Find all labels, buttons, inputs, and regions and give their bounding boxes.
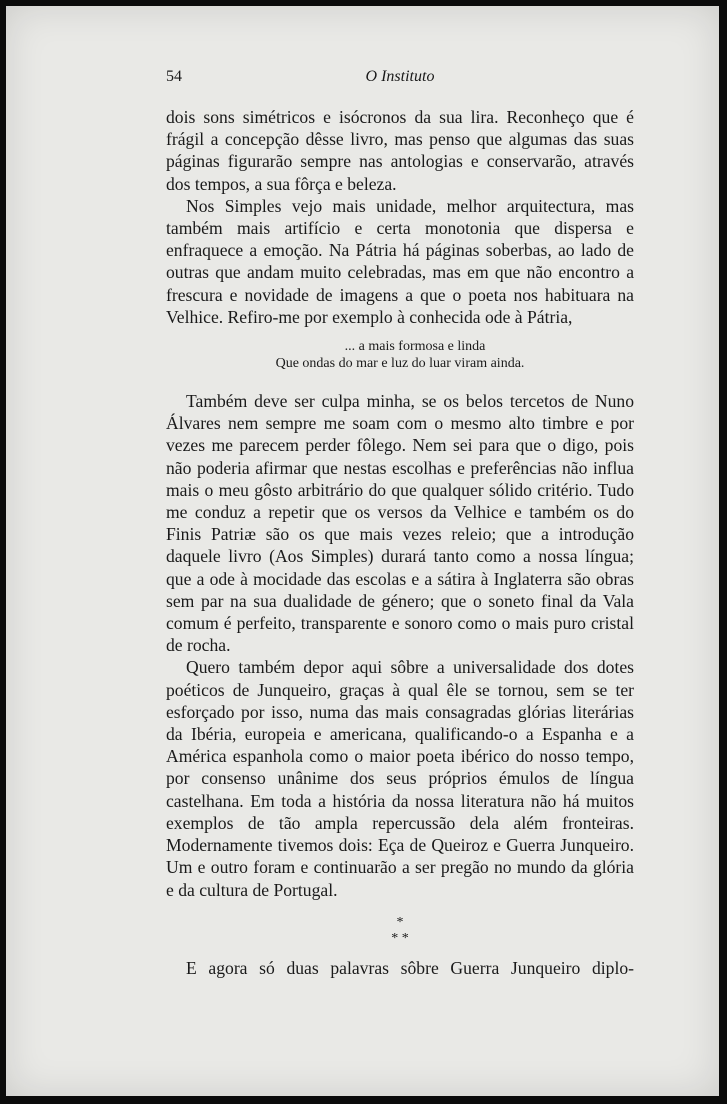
section-break-asterism [166,915,634,947]
running-title: O Instituto [365,68,435,85]
paragraph: Nos Simples vejo mais unidade, melhor arquitectura, mas também mais artifício e certa monotonia que dispersa e enfraquece a emoção. Na Pátria há páginas soberbas, ao lado de outras que andam muito celebradas, mas em que não encontro a frescura e novidade de imagens a que o poeta nos habituara na Velhice. Refiro-me por exemplo à conhecida ode à Pátria, [166,195,634,327]
asterism-bottom: * * [391,930,409,946]
paragraph-last-line: E agora só duas palavras sôbre Guerra Junqueiro diplo- [186,957,634,978]
verse-quotation [166,338,634,372]
paragraph: Também deve ser culpa minha, se os belos tercetos de Nuno Álvares nem sempre me soam com o mesmo alto timbre e por vezes me parecem perder fôlego. Nem sei para que o digo, pois não poderia afirmar que nestas escolhas e preferências não influa mais o meu gôsto arbitrário do que qualquer sólido critério. Tudo me conduz a repetir que os versos da Velhice e também os do Finis Patriæ são os que mais vezes releio; que a introdução daquele livro (Aos Simples) durará tanto como a nossa língua; que a ode à mocidade das escolas e a sátira à Inglaterra são obras sem par na sua dualidade de género; que o soneto final da Vala comum é perfeito, transparente e sonoro como o mais puro cristal de rocha. [166,391,634,656]
page-number: 54 [166,68,182,85]
page-body [166,106,634,979]
verse-line: ... a mais formosa e linda [344,339,486,355]
verse-line: Que ondas do mar e luz do luar viram ainda. [275,356,525,372]
paragraph: Quero também depor aqui sôbre a universalidade dos dotes poéticos de Junqueiro, graças à qual êle se tornou, sem se ter esforçado por isso, numa das mais consagradas glórias literárias da Ibéria, europeia e americana, qualificando-o a Espanha e a América espanhola como o maior poeta ibérico do nosso tempo, por consenso unânime dos seus próprios émulos de língua castelhana. Em toda a história da nossa literatura não há muitos exemplos de tão ampla repercussão dela além fronteiras. Modernamente tivemos dois: Eça de Queiroz e Guerra Junqueiro. Um e outro foram e continuarão a ser pregão no mundo da glória e da cultura de Portugal. [166,657,634,900]
asterism-top: * [396,914,404,930]
page-header [166,68,634,92]
book-page [6,6,719,1096]
paragraph: dois sons simétricos e isócronos da sua lira. Reconheço que é frágil a concepção dêsse livro, mas penso que algumas das suas páginas figurarão sempre nas antologias e conservarão, através dos tempos, a sua fôrça e beleza. [166,107,634,194]
